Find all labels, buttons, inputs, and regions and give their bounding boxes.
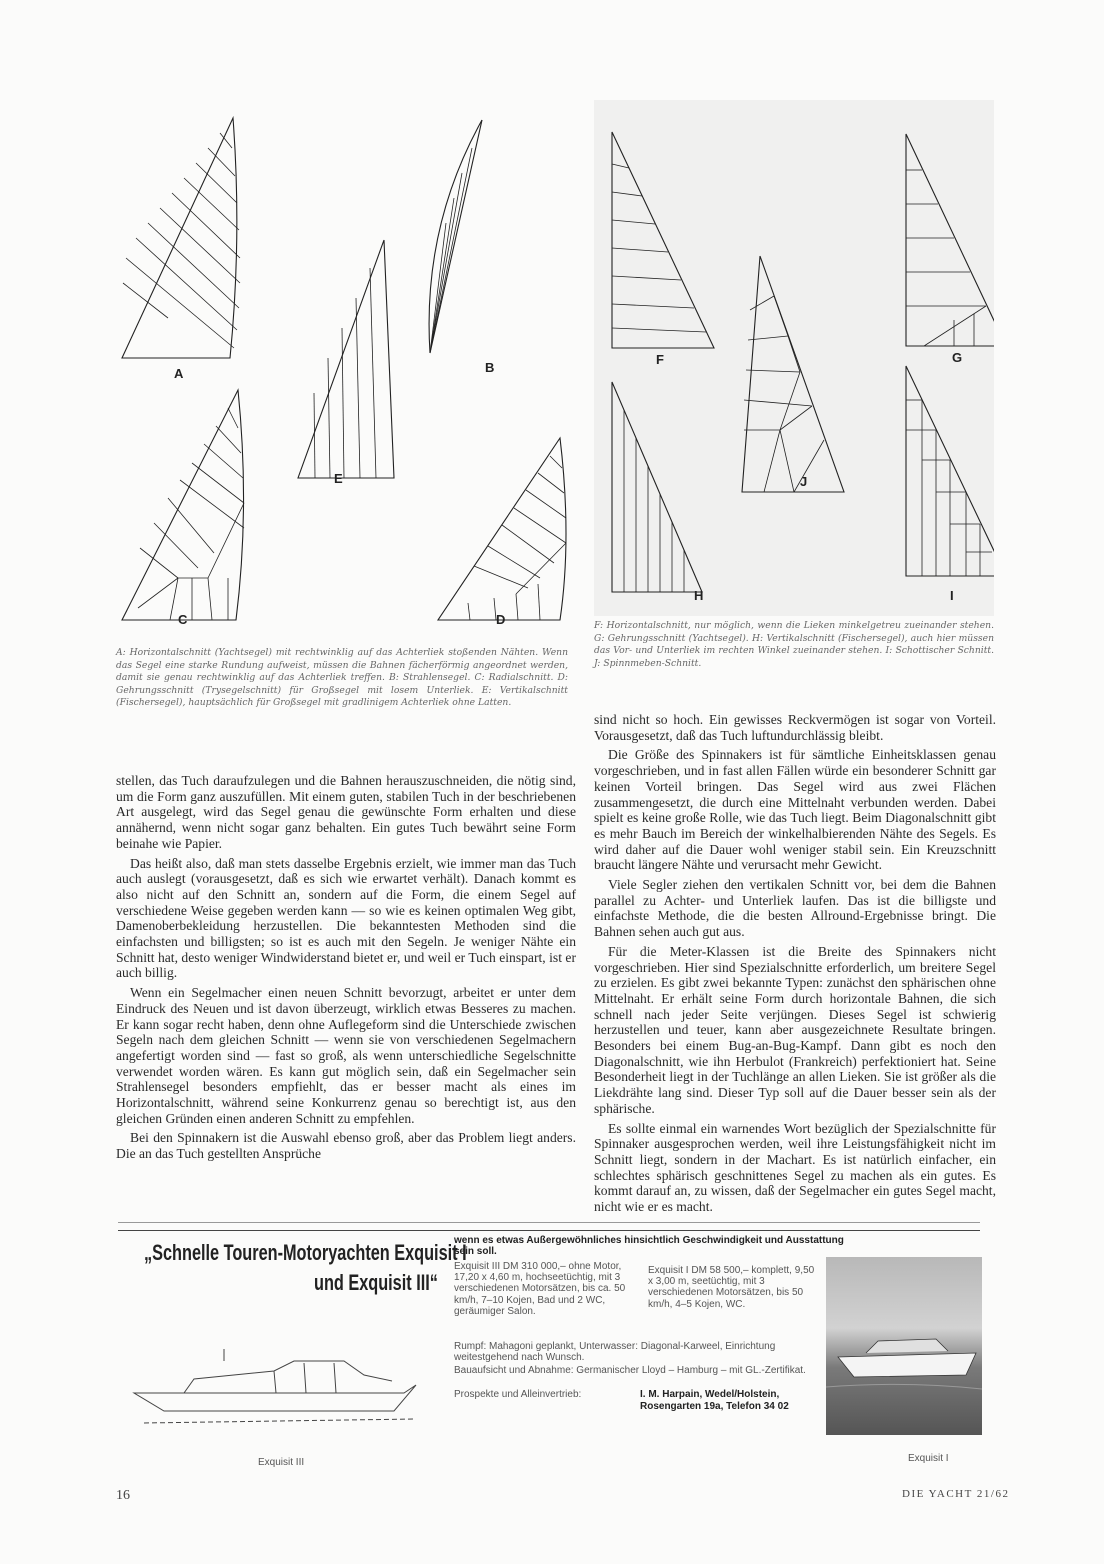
label-sail-g: G [952, 350, 963, 365]
ad-bauaufsicht: Bauaufsicht und Abnahme: Germanischer Lloyd – Hamburg – mit GL.-Zertifikat. [454, 1365, 806, 1376]
ad-exquisit-i-specs: Exquisit I DM 58 500,– komplett, 9,50 x 3,00 m, seetüchtig, mit 3 verschiedenen Motorsätzen, bis 50 km/h, 4–5 Kojen, WC. [648, 1265, 815, 1310]
body-right-paragraph-5: Es sollte einmal ein warnendes Wort bezüglich der Spezialschnitte für Spinnaker ausgesprochen werden, weil ihre Leistungsfähigkeit nicht im Schnitt liegt, sondern in der Machart. Es ist natürlich einfacher, ein schlechtes sphärisch geschnittenes Segel zu machen als ein gutes. Es kommt darauf an, zu wissen, daß der Segelmacher ein gutes Segel macht, nicht wie er es macht. [594, 1120, 996, 1215]
caption-left: A: Horizontalschnitt (Yachtsegel) mit rechtwinklig auf das Achterliek stoßenden Nähten. Wenn das Segel eine starke Rundung aufweist, müssen die Bahnen fächerförmig angeordnet werden, damit sie genau rechtwinklig auf das Achterliek treffen. B: Strahlensegel. C: Radialschnitt. D: Gehrungsschnitt (Trysegelschnitt) für Großsegel mit losem Unterliek. E: Vertikalschnitt (Fischersegel), hauptsächlich für Großsegel mit gradlinigem Achterliek ohne Latten. [116, 647, 568, 709]
body-column-right [594, 712, 996, 1219]
label-sail-a: A [174, 366, 184, 381]
ad-prospekte-label: Prospekte und Alleinvertrieb: [454, 1389, 582, 1400]
sail-c [122, 390, 244, 620]
ad-vertrieb-line-1: I. M. Harpain, Wedel/Holstein, [640, 1389, 780, 1400]
label-sail-h: H [694, 588, 704, 603]
label-sail-b: B [485, 360, 495, 375]
label-sail-d: D [496, 612, 506, 627]
sail-diagrams-a-e [108, 108, 580, 638]
boat-photo-drawing [826, 1257, 982, 1435]
label-sail-e: E [334, 471, 343, 486]
body-column-left [116, 773, 576, 1166]
body-right-paragraph-2: Die Größe des Spinnakers ist für sämtliche Einheitsklassen genau vorgeschrieben, und in fast allen Fällen würde ein besonderer Schnitt gar keinen Vorteil bringen. Das Segel wird aus zwei Flächen zusammengesetzt, die durch eine Mittelnaht verbunden werden. Dabei spielt es keine große Rolle, wie das Tuch liegt. Beim Diagonalschnitt gibt es mehr Bauch im Bereich der winkelhalbierenden Nähte des Segels. Es wird daher auf die Dauer wohl weniger stabil sein. Ein Kreuzschnitt braucht längere Nähte und verursacht mehr Gewicht. [594, 747, 996, 873]
sail-j [742, 256, 844, 492]
advertisement-exquisit [118, 1230, 980, 1476]
sail-b [298, 120, 482, 353]
boat-caption-exquisit-iii: Exquisit III [258, 1457, 305, 1468]
figure-sail-cuts-right [594, 100, 994, 616]
caption-right: F: Horizontalschnitt, nur möglich, wenn die Lieken minkelgetreu zueinander stehen. G: Gehrungsschnitt (Yachtsegel). H: Vertikalschnitt (Fischersegel), auch hier müssen das Vor- und Unterliek im rechten Winkel zueinander stehen. I: Schottischer Schnitt. J: Spinnmeben-Schnitt. [594, 620, 994, 669]
boat-drawing-exquisit-iii [124, 1321, 424, 1446]
body-right-paragraph-3: Viele Segler ziehen den vertikalen Schnitt vor, bei dem die Bahnen parallel zu Achter- und Unterliek laufen. Das ist die billigste und einfachste Methode, die die besten Allround-Ergebnisse bringt. Die Bahnen sehen auch gut aus. [594, 877, 996, 940]
label-sail-c: C [178, 612, 188, 627]
ad-top-rule [118, 1222, 980, 1223]
ad-intro: wenn es etwas Außergewöhnliches hinsichtlich Geschwindigkeit und Ausstattung sein soll. [454, 1235, 844, 1258]
body-left-paragraph-1: stellen, das Tuch daraufzulegen und die Bahnen herauszuschneiden, die nötig sind, um die Form ganz auszufüllen. Mit einem guten, stabilen Tuch in der beschriebenen Art ausgelegt, wird das Segel genau die gewünschte Form erhalten und diese annähernd, wenn nicht sogar ganz behalten. Ein gutes Tuch bewährt seine Form beinahe wie Papier. [116, 773, 576, 851]
label-sail-f: F [656, 352, 664, 367]
ad-exquisit-iii-specs: Exquisit III DM 310 000,– ohne Motor, 17,20 x 4,60 m, hochseetüchtig, mit 3 verschiedenen Motorsätzen, bis ca. 50 km/h, 7–10 Kojen, Bad und 2 WC, geräumiger Salon. [454, 1261, 626, 1317]
ad-headline-1: „Schnelle Touren-Motoryachten Exquisit I [144, 1240, 467, 1265]
photo-exquisit-i [826, 1257, 982, 1435]
sail-d [438, 438, 566, 620]
sail-h [612, 382, 702, 592]
body-right-paragraph-1: sind nicht so hoch. Ein gewisses Reckvermögen ist sogar von Vorteil. Vorausgesetzt, daß das Tuch luftundurchlässig bleibt. [594, 712, 996, 743]
ad-vertrieb-line-2: Rosengarten 19a, Telefon 34 02 [640, 1401, 789, 1412]
ad-rumpf: Rumpf: Mahagoni geplankt, Unterwasser: Diagonal-Karweel, Einrichtung weitestgehend nach Wunsch. [454, 1341, 776, 1364]
boat-caption-exquisit-i: Exquisit I [908, 1453, 949, 1464]
figure-sail-cuts-left [108, 108, 580, 638]
body-right-paragraph-4: Für die Meter-Klassen ist die Breite des Spinnakers nicht vorgeschrieben. Hier sind Spezialschnitte erforderlich, um breitere Segel zu erzielen. Es gibt zwei bekannte Typen: zunächst den sphärischen ohne Mittelnaht. Er erhält seine Form durch horizontale Bahnen, die sich schnell nach jeder Seite verjüngen. Dieses Segel ist schwierig herzustellen und teuer, kann aber ausgezeichnete Resultate bringen. Besonders bei einem Bug-an-Bug-Kampf. Dann gibt es noch den Diagonalschnitt, wie ihn Herbulot (Frankreich) perfektioniert hat. Seine Besonderheit liegt in der Tuchlänge an allen Lieken. Sie ist größer als die Liekdrähte lang sind. Dieser Typ soll auf die Dauer besser sein als der sphärische. [594, 943, 996, 1116]
ad-headline-2: und Exquisit III“ [314, 1270, 438, 1295]
body-left-paragraph-4: Bei den Spinnakern ist die Auswahl ebenso groß, aber das Problem liegt anders. Die an das Tuch gestellten Ansprüche [116, 1130, 576, 1162]
sail-diagrams-f-j [594, 100, 994, 616]
sail-f [612, 132, 714, 348]
body-left-paragraph-2: Das heißt also, daß man stets dasselbe Ergebnis erzielt, wie immer man das Tuch auch auslegt (vorausgesetzt, daß es sich wie erwartet verhält). Danach kommt es also nicht auf den Schnitt an, sondern auf die Form, die einem Segel auf verschiedene Weise gegeben werden kann — so wie es keinen optimalen Weg gibt, Damenoberbekleidung herzustellen. Die bekanntesten Methoden sind die einfachsten und billigsten; so ist es auch mit den Segeln. Je weniger Nähte ein Schnitt hat, desto weniger Windwiderstand bietet er, und weil er Tuch einspart, ist er auch billig. [116, 855, 576, 981]
sail-g [906, 134, 994, 346]
label-sail-i: I [950, 588, 954, 603]
body-left-paragraph-3: Wenn ein Segelmacher einen neuen Schnitt bevorzugt, arbeitet er unter dem Eindruck des Neuen und ist davon überzeugt, wirklich etwas Besseres zu machen. Er kann sogar recht haben, denn ohne Auflegeform sind die Unterschiede zwischen Segeln nach dem gleichen Schnitt — wenn sie von verschiedenen Segelmachern angefertigt worden sind — fast so groß, als wenn unterschiedliche Segelschnitte verwendet worden wären. Es kann gut möglich sein, daß ein Segelmacher sein Strahlensegel besonders empfiehlt, das er besser macht als eines im Horizontalschnitt, während seine Konkurrenz genau so berechtigt ist, aus den gleichen Gründen einen anderen Schnitt zu empfehlen. [116, 985, 576, 1126]
magazine-footer: DIE YACHT 21/62 [902, 1488, 1010, 1500]
sail-e [298, 240, 394, 478]
page-number: 16 [116, 1488, 130, 1503]
label-sail-j: J [800, 474, 808, 489]
